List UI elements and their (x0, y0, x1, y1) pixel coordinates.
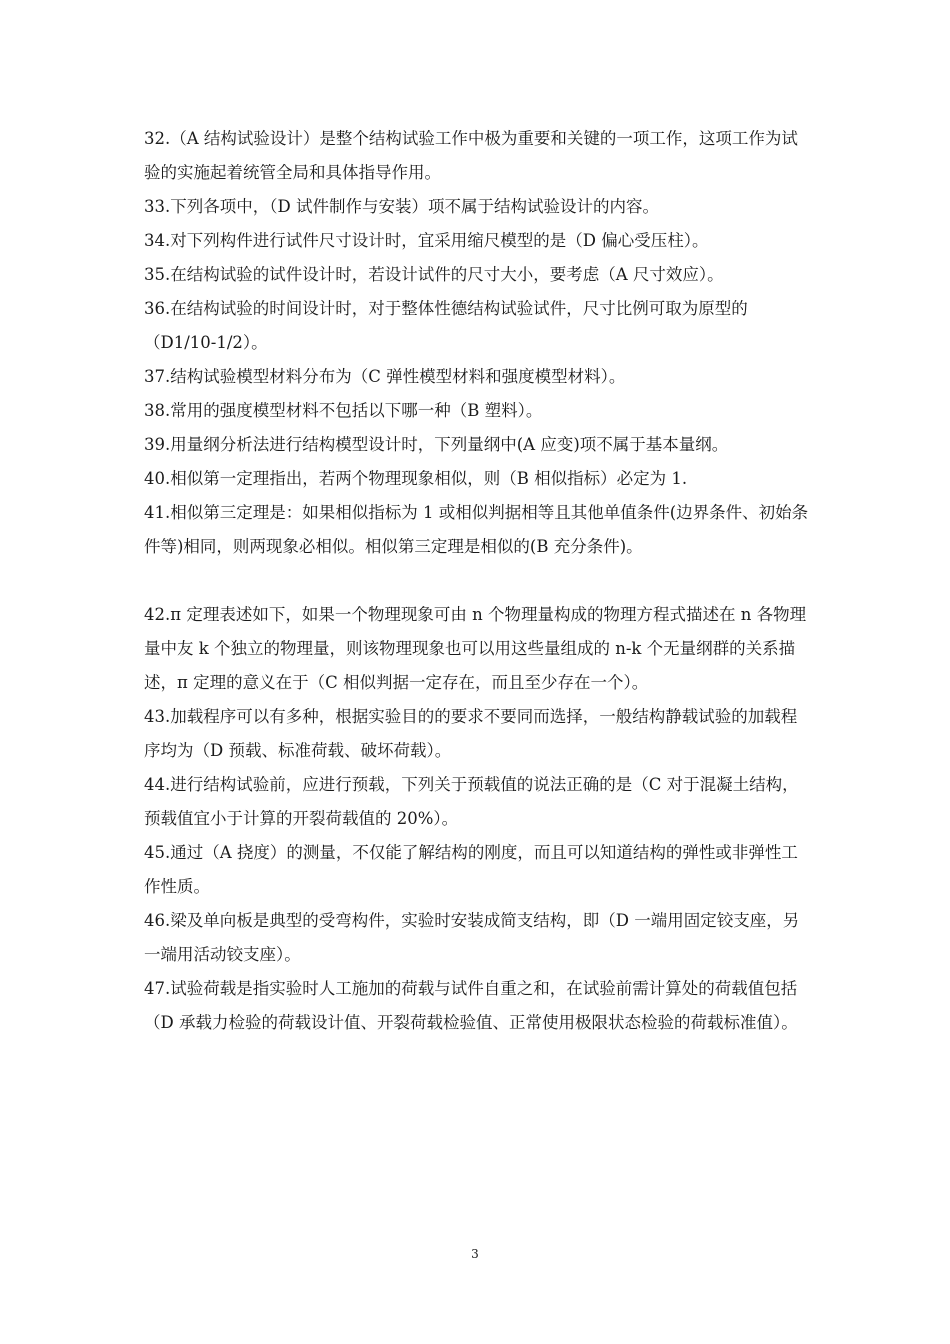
question-46: 46.梁及单向板是典型的受弯构件，实验时安装成简支结构，即（D 一端用固定铰支座，另一端用活动铰支座）。 (144, 911, 800, 964)
question-44: 44.进行结构试验前，应进行预载，下列关于预载值的说法正确的是（C 对于混凝土结构，预载值宜小于计算的开裂荷载值的 20%）。 (144, 775, 799, 828)
question-36: 36.在结构试验的时间设计时，对于整体性德结构试验试件，尺寸比例可取为原型的（D1/10-1/2）。 (144, 299, 748, 352)
question-43: 43.加载程序可以有多种，根据实验目的的要求不要同而选择，一般结构静载试验的加载程序均为（D 预载、标准荷载、破坏荷载）。 (144, 707, 798, 760)
blank-line (144, 564, 810, 598)
question-33: 33.下列各项中，（D 试件制作与安装）项不属于结构试验设计的内容。 (144, 197, 659, 216)
question-37: 37.结构试验模型材料分布为（C 弹性模型材料和强度模型材料）。 (144, 367, 626, 386)
page-number: 3 (471, 1247, 479, 1261)
question-39: 39.用量纲分析法进行结构模型设计时，下列量纲中(A 应变)项不属于基本量纲。 (144, 435, 729, 454)
question-list (144, 122, 810, 1040)
question-47: 47.试验荷载是指实验时人工施加的荷载与试件自重之和，在试验前需计算处的荷载值包括（D 承载力检验的荷载设计值、开裂荷载检验值、正常使用极限状态检验的荷载标准值）。 (144, 979, 798, 1032)
question-35: 35.在结构试验的试件设计时，若设计试件的尺寸大小，要考虑（A 尺寸效应）。 (144, 265, 724, 284)
question-38: 38.常用的强度模型材料不包括以下哪一种（B 塑料）。 (144, 401, 543, 420)
question-34: 34.对下列构件进行试件尺寸设计时，宜采用缩尺模型的是（D 偏心受压柱）。 (144, 231, 709, 250)
question-42: 42.π 定理表述如下，如果一个物理现象可由 n 个物理量构成的物理方程式描述在 n 各物理量中友 k 个独立的物理量，则该物理现象也可以用这些量组成的 n-k 个无量纲群的关系描述，π 定理的意义在于（C 相似判据一定存在，而且至少存在一个）。 (144, 605, 807, 692)
question-41: 41.相似第三定理是：如果相似指标为 1 或相似判据相等且其他单值条件(边界条件、初始条件等)相同，则两现象必相似。相似第三定理是相似的(B 充分条件)。 (144, 503, 809, 556)
question-32: 32.（A 结构试验设计）是整个结构试验工作中极为重要和关键的一项工作，这项工作为试验的实施起着统管全局和具体指导作用。 (144, 129, 798, 182)
question-45: 45.通过（A 挠度）的测量，不仅能了解结构的刚度，而且可以知道结构的弹性或非弹性工作性质。 (144, 843, 798, 896)
question-40: 40.相似第一定理指出，若两个物理现象相似，则（B 相似指标）必定为 1. (144, 469, 688, 488)
